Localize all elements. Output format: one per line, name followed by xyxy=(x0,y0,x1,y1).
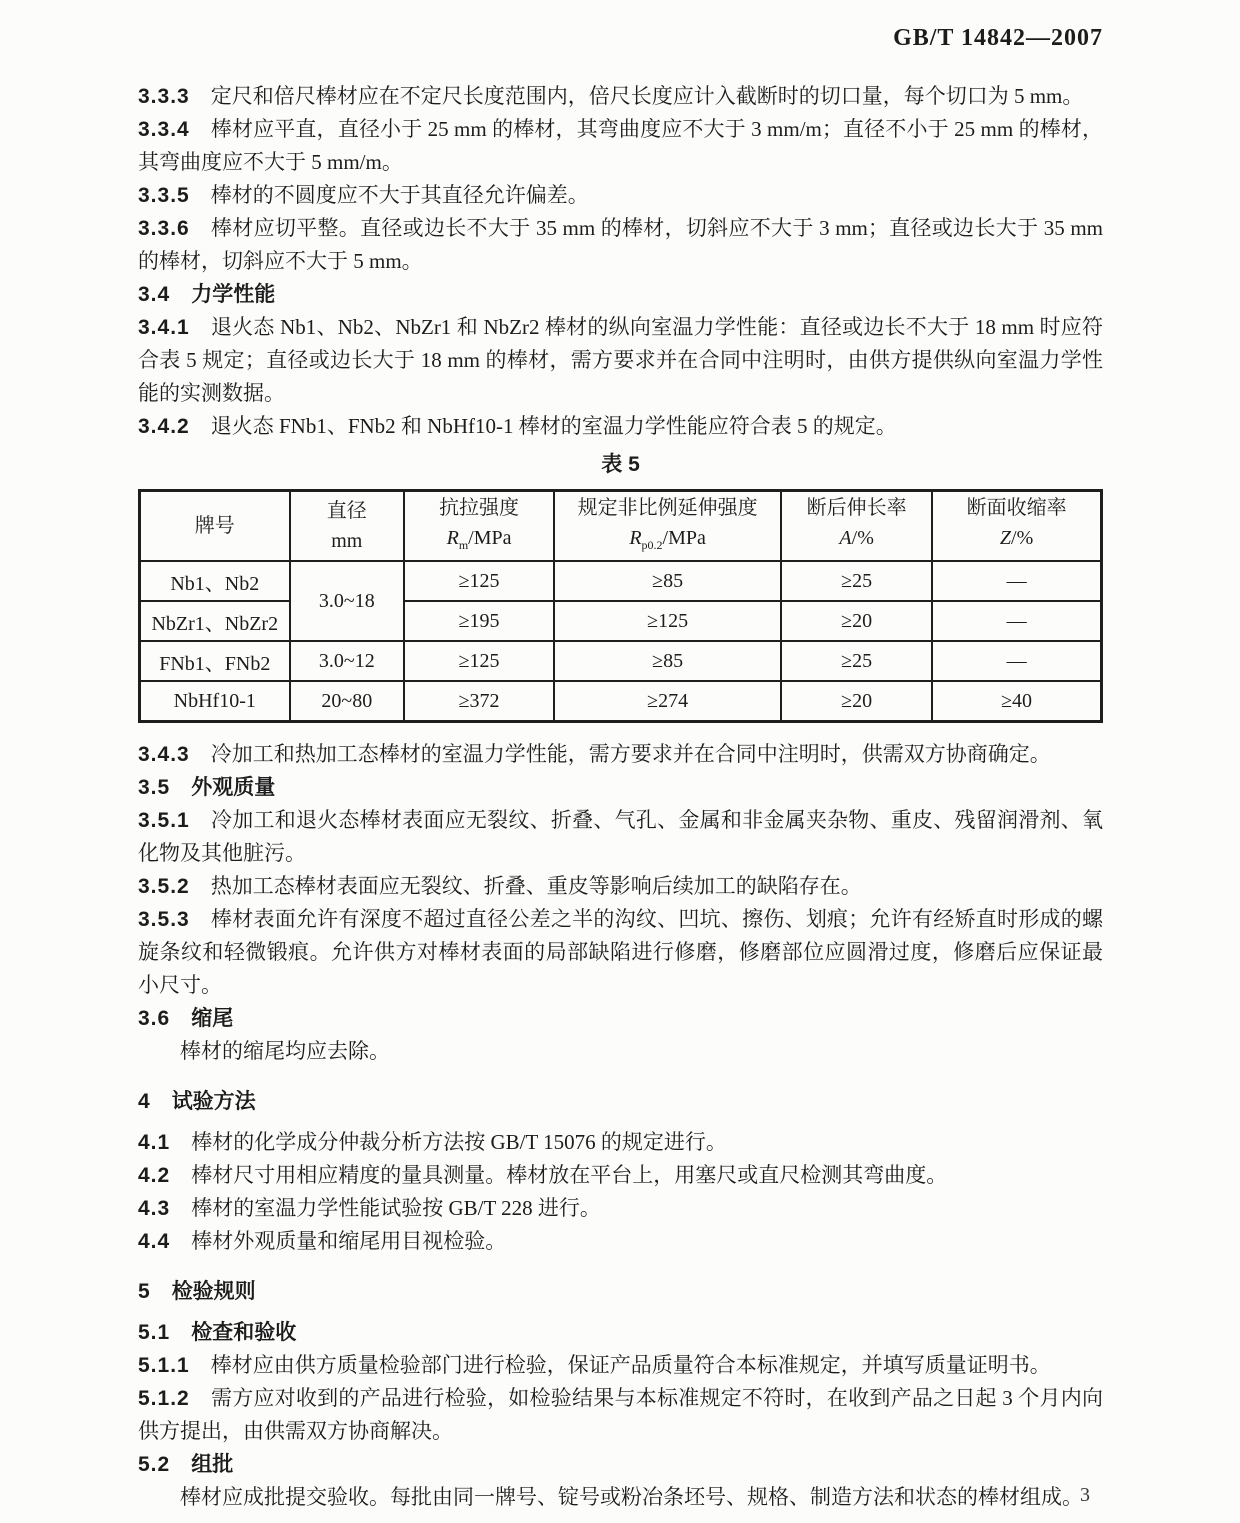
clause-text: 检查和验收 xyxy=(191,1321,297,1344)
clause-5 xyxy=(138,1275,1103,1308)
cell-grade: FNb1、FNb2 xyxy=(140,641,290,681)
clause-number: 5.2 xyxy=(138,1453,171,1476)
clause-number: 5 xyxy=(138,1280,151,1303)
clause-4.3 xyxy=(138,1192,1103,1225)
clause-number: 3.4.1 xyxy=(138,316,190,339)
cell-grade: Nb1、Nb2 xyxy=(140,561,290,601)
cell-proof: ≥85 xyxy=(554,561,781,601)
table-row xyxy=(140,601,1102,641)
clause-number: 4.4 xyxy=(138,1230,171,1253)
clause-text: 棒材的不圆度应不大于其直径允许偏差。 xyxy=(210,183,589,207)
clause-number: 3.5.2 xyxy=(138,875,190,898)
col-header-grade xyxy=(140,491,290,562)
cell-proof: ≥274 xyxy=(554,681,781,722)
clause-number: 3.5 xyxy=(138,776,171,799)
cell-proof: ≥125 xyxy=(554,601,781,641)
clause-3.4 xyxy=(138,278,1103,311)
clause-text: 棒材应由供方质量检验部门进行检验，保证产品质量符合本标准规定，并填写质量证明书。 xyxy=(210,1353,1051,1377)
clause-3.5.3 xyxy=(138,903,1103,1002)
clause-text: 试验方法 xyxy=(171,1090,256,1113)
cell-tensile: ≥195 xyxy=(404,601,554,641)
cell-elongation: ≥25 xyxy=(781,561,932,601)
col-unit: mm xyxy=(331,530,363,552)
clause-text: 棒材尺寸用相应精度的量具测量。棒材放在平台上，用塞尺或直尺检测其弯曲度。 xyxy=(191,1163,948,1187)
cell-diameter: 3.0~12 xyxy=(290,641,404,681)
clause-text: 棒材表面允许有深度不超过直径公差之半的沟纹、凹坑、擦伤、划痕；允许有经矫直时形成的螺旋条纹和轻微锻痕。允许供方对棒材表面的局部缺陷进行修磨，修磨部位应圆滑过度，修磨后应保证最小尺寸。 xyxy=(138,907,1103,997)
clause-text: 棒材的化学成分仲裁分析方法按 GB/T 15076 的规定进行。 xyxy=(191,1130,727,1154)
col-header-elongation xyxy=(781,491,932,562)
clause-3.3.5 xyxy=(138,179,1103,212)
clause-3.3.6 xyxy=(138,212,1103,278)
clause-4.2 xyxy=(138,1159,1103,1192)
clause-number: 3.4.2 xyxy=(138,415,190,438)
cell-reduction: — xyxy=(932,561,1101,601)
clauses-top-section xyxy=(138,80,1103,443)
table-caption: 表 5 xyxy=(601,453,640,476)
cell-tensile: ≥372 xyxy=(404,681,554,722)
clause-number: 3.3.6 xyxy=(138,217,190,240)
clause-number: 4.2 xyxy=(138,1164,171,1187)
clause-number: 3.3.3 xyxy=(138,85,190,108)
cell-elongation: ≥20 xyxy=(781,601,932,641)
mechanical-properties-table xyxy=(138,489,1103,723)
cell-elongation: ≥25 xyxy=(781,641,932,681)
table-row xyxy=(140,681,1102,722)
clause-number: 3.4.3 xyxy=(138,743,190,766)
clause-number: 3.5.3 xyxy=(138,908,190,931)
clause-number: 4.3 xyxy=(138,1197,171,1220)
table-header-row xyxy=(140,491,1102,562)
clause-number: 4.1 xyxy=(138,1131,171,1154)
col-title: 断面收缩率 xyxy=(966,496,1067,519)
col-title: 抗拉强度 xyxy=(439,496,520,519)
clause-text: 退火态 FNb1、FNb2 和 NbHf10-1 棒材的室温力学性能应符合表 5 的规定。 xyxy=(210,414,897,438)
clause-number: 3.5.1 xyxy=(138,809,190,832)
clause-text: 棒材应平直，直径小于 25 mm 的棒材，其弯曲度应不大于 3 mm/m；直径不小于 25 mm 的棒材，其弯曲度应不大于 5 mm/m。 xyxy=(138,117,1103,174)
col-symbol: A/% xyxy=(839,526,874,549)
col-symbol: $R_m$/MPa xyxy=(446,526,512,552)
cell-tensile: ≥125 xyxy=(404,561,554,601)
paragraph xyxy=(138,1481,1103,1514)
clause-text: 棒材应切平整。直径或边长不大于 35 mm 的棒材，切斜应不大于 3 mm；直径或边长大于 35 mm 的棒材，切斜应不大于 5 mm。 xyxy=(138,216,1103,273)
clause-number: 3.4 xyxy=(138,283,171,306)
clause-text: 缩尾 xyxy=(191,1007,234,1030)
cell-tensile: ≥125 xyxy=(404,641,554,681)
col-header-diameter xyxy=(290,491,404,562)
clause-text: 需方应对收到的产品进行检验，如检验结果与本标准规定不符时，在收到产品之日起 3 个月内向供方提出，由供需双方协商解决。 xyxy=(138,1386,1103,1443)
clause-number: 3.3.4 xyxy=(138,118,190,141)
clause-text: 棒材应成批提交验收。每批由同一牌号、锭号或粉冶条坯号、规格、制造方法和状态的棒材组成。 xyxy=(180,1485,1083,1509)
col-title: 断后伸长率 xyxy=(806,496,907,519)
clause-number: 5.1 xyxy=(138,1321,171,1344)
col-header-proof-strength xyxy=(554,491,781,562)
cell-reduction: ≥40 xyxy=(932,681,1101,722)
col-header-reduction-of-area xyxy=(932,491,1101,562)
table-row xyxy=(140,641,1102,681)
col-title: 牌号 xyxy=(194,515,235,537)
clause-number: 3.3.5 xyxy=(138,184,190,207)
clause-3.4.1 xyxy=(138,311,1103,410)
clause-5.1.1 xyxy=(138,1349,1103,1382)
clause-number: 5.1.1 xyxy=(138,1354,190,1377)
clause-text: 退火态 Nb1、Nb2、NbZr1 和 NbZr2 棒材的纵向室温力学性能：直径或边长不大于 18 mm 时应符合表 5 规定；直径或边长大于 18 mm 的棒材，需方要求并在合同中注明时，由供方提供纵向室温力学性能的实测数据。 xyxy=(138,315,1103,405)
cell-diameter: 20~80 xyxy=(290,681,404,722)
clause-3.5 xyxy=(138,771,1103,804)
clause-3.3.3 xyxy=(138,80,1103,113)
clause-number: 5.1.2 xyxy=(138,1387,190,1410)
clause-3.5.2 xyxy=(138,870,1103,903)
clause-3.6 xyxy=(138,1002,1103,1035)
table-row xyxy=(140,561,1102,601)
clause-text: 热加工态棒材表面应无裂纹、折叠、重皮等影响后续加工的缺陷存在。 xyxy=(210,874,862,898)
cell-diameter: 3.0~18 xyxy=(290,561,404,641)
clause-text: 检验规则 xyxy=(171,1280,256,1303)
clause-3.5.1 xyxy=(138,804,1103,870)
clause-text: 力学性能 xyxy=(191,283,276,306)
cell-reduction: — xyxy=(932,641,1101,681)
paragraph xyxy=(138,1035,1103,1068)
clause-3.4.2 xyxy=(138,410,1103,443)
clause-4 xyxy=(138,1085,1103,1118)
clause-text: 组批 xyxy=(191,1453,234,1476)
cell-elongation: ≥20 xyxy=(781,681,932,722)
clause-number: 4 xyxy=(138,1090,151,1113)
col-symbol: $R_{p0.2}$/MPa xyxy=(629,526,706,552)
clause-5.2 xyxy=(138,1448,1103,1481)
cell-grade: NbZr1、NbZr2 xyxy=(140,601,290,641)
clause-text: 棒材的缩尾均应去除。 xyxy=(180,1039,390,1063)
clause-3.3.4 xyxy=(138,113,1103,179)
cell-proof: ≥85 xyxy=(554,641,781,681)
clause-text: 外观质量 xyxy=(191,776,276,799)
cell-reduction: — xyxy=(932,601,1101,641)
col-title: 直径 xyxy=(326,500,367,522)
clause-3.4.3 xyxy=(138,738,1103,771)
clauses-bottom-section xyxy=(138,738,1103,1514)
cell-grade: NbHf10-1 xyxy=(140,681,290,722)
clause-4.4 xyxy=(138,1225,1103,1258)
doc-number: GB/T 14842—2007 xyxy=(893,25,1103,51)
clause-text: 冷加工和退火态棒材表面应无裂纹、折叠、气孔、金属和非金属夹杂物、重皮、残留润滑剂、氧化物及其他脏污。 xyxy=(138,808,1103,865)
clause-text: 定尺和倍尺棒材应在不定尺长度范围内，倍尺长度应计入截断时的切口量，每个切口为 5 mm。 xyxy=(210,84,1084,108)
clause-text: 冷加工和热加工态棒材的室温力学性能，需方要求并在合同中注明时，供需双方协商确定。 xyxy=(210,742,1051,766)
clause-text: 棒材外观质量和缩尾用目视检验。 xyxy=(191,1229,507,1253)
clause-text: 棒材的室温力学性能试验按 GB/T 228 进行。 xyxy=(191,1196,601,1220)
clause-5.1.2 xyxy=(138,1382,1103,1448)
clause-4.1 xyxy=(138,1126,1103,1159)
col-header-tensile-strength xyxy=(404,491,554,562)
clause-number: 3.6 xyxy=(138,1007,171,1030)
col-title: 规定非比例延伸强度 xyxy=(577,496,758,519)
clause-5.1 xyxy=(138,1316,1103,1349)
page-number: 3 xyxy=(1080,1484,1090,1506)
col-symbol: Z/% xyxy=(999,526,1034,549)
